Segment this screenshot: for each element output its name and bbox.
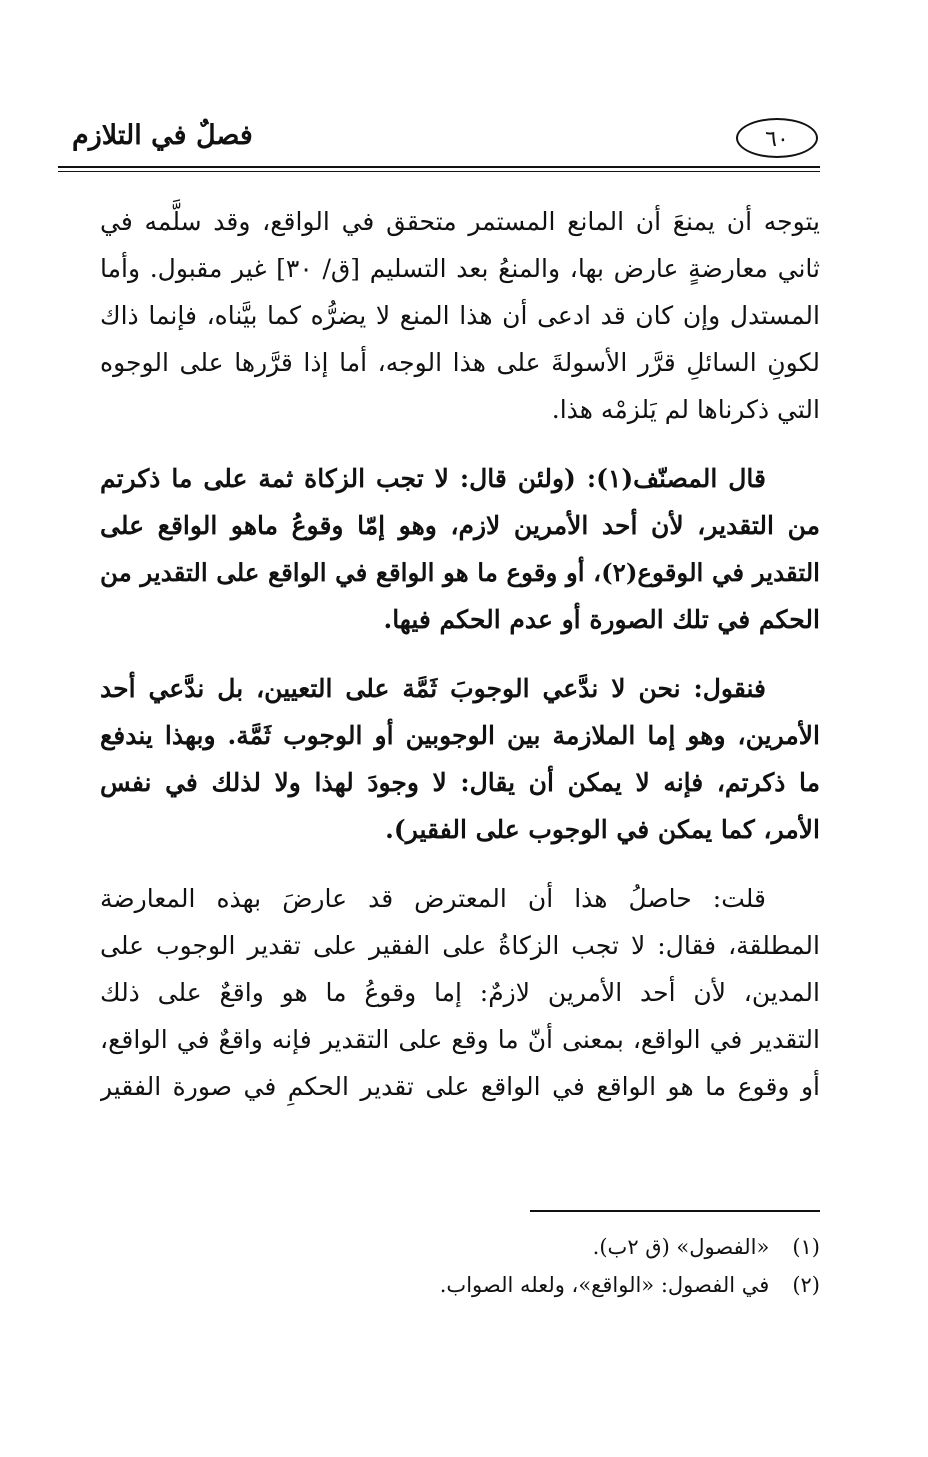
paragraph-3 — [100, 665, 820, 853]
header-rule — [58, 166, 820, 168]
text-line: ثاني معارضةٍ عارض بها، والمنعُ بعد التسليم [ق/ ٣٠] غير مقبول. وأما — [100, 254, 820, 283]
footnote-number: (١) — [792, 1235, 820, 1259]
chapter-title: فصلٌ في التلازم — [72, 120, 253, 151]
text-line: قال المصنّف(١): (ولئن قال: لا تجب الزكاة ثمة على ما ذكرتم — [100, 464, 766, 493]
text-line: المدين، لأن أحد الأمرين لازمٌ: إما وقوعُ ما هو واقعٌ على ذلك — [100, 978, 820, 1007]
footnote-text: في الفصول: «الواقع»، ولعله الصواب. — [439, 1273, 770, 1297]
text-line: التقدير في الوقوع(٢)، أو وقوع ما هو الواقع في الواقع على التقدير من — [100, 558, 820, 587]
paragraph-1 — [100, 198, 820, 433]
paragraph-4 — [100, 875, 820, 1110]
footnote-1 — [100, 1228, 820, 1266]
text-line: التي ذكرناها لم يَلزمْه هذا. — [551, 395, 820, 424]
text-line: الأمرين، وهو إما الملازمة بين الوجوبين أو الوجوب ثَمَّة. وبهذا يندفع — [100, 721, 820, 750]
text-line: من التقدير، لأن أحد الأمرين لازم، وهو إمّا وقوعُ ماهو الواقع على — [100, 511, 820, 540]
main-text — [100, 198, 820, 1110]
text-line: المطلقة، فقال: لا تجب الزكاةُ على الفقير على تقدير الوجوب على — [100, 931, 820, 960]
text-line: فنقول: نحن لا ندَّعي الوجوبَ ثَمَّة على التعيين، بل ندَّعي أحد — [100, 674, 766, 703]
text-line: أو وقوع ما هو الواقع في الواقع على تقدير الحكمِ في صورة الفقير — [100, 1072, 820, 1101]
footnotes — [100, 1228, 820, 1304]
footnote-separator — [530, 1210, 820, 1212]
footnote-number: (٢) — [792, 1273, 820, 1297]
text-line: قلت: حاصلُ هذا أن المعترض قد عارضَ بهذه المعارضة — [100, 884, 766, 913]
text-line: يتوجه أن يمنعَ أن المانع المستمر متحقق في الواقع، وقد سلَّمه في — [100, 207, 820, 236]
text-line: لكونِ السائلِ قرَّر الأسولةَ على هذا الوجه، أما إذا قرَّرها على الوجوه — [100, 348, 820, 377]
paragraph-2 — [100, 455, 820, 643]
text-line: المستدل وإن كان قد ادعى أن هذا المنع لا يضرُّه كما بيَّناه، فإنما ذاك — [100, 301, 820, 330]
text-line: الأمر، كما يمكن في الوجوب على الفقير). — [385, 815, 820, 844]
text-line: الحكم في تلك الصورة أو عدم الحكم فيها. — [383, 605, 820, 634]
footnote-2 — [100, 1266, 820, 1304]
page-number-badge: ٦٠ — [736, 118, 818, 158]
text-line: التقدير في الواقع، بمعنى أنّ ما وقع على التقدير فإنه واقعٌ في الواقع، — [100, 1025, 820, 1054]
header-rule-thin — [58, 171, 820, 172]
footnote-text: «الفصول» (ق ٢ب). — [592, 1235, 770, 1259]
running-header — [58, 112, 820, 170]
text-line: ما ذكرتم، فإنه لا يمكن أن يقال: لا وجودَ لهذا ولا لذلك في نفس — [100, 768, 820, 797]
